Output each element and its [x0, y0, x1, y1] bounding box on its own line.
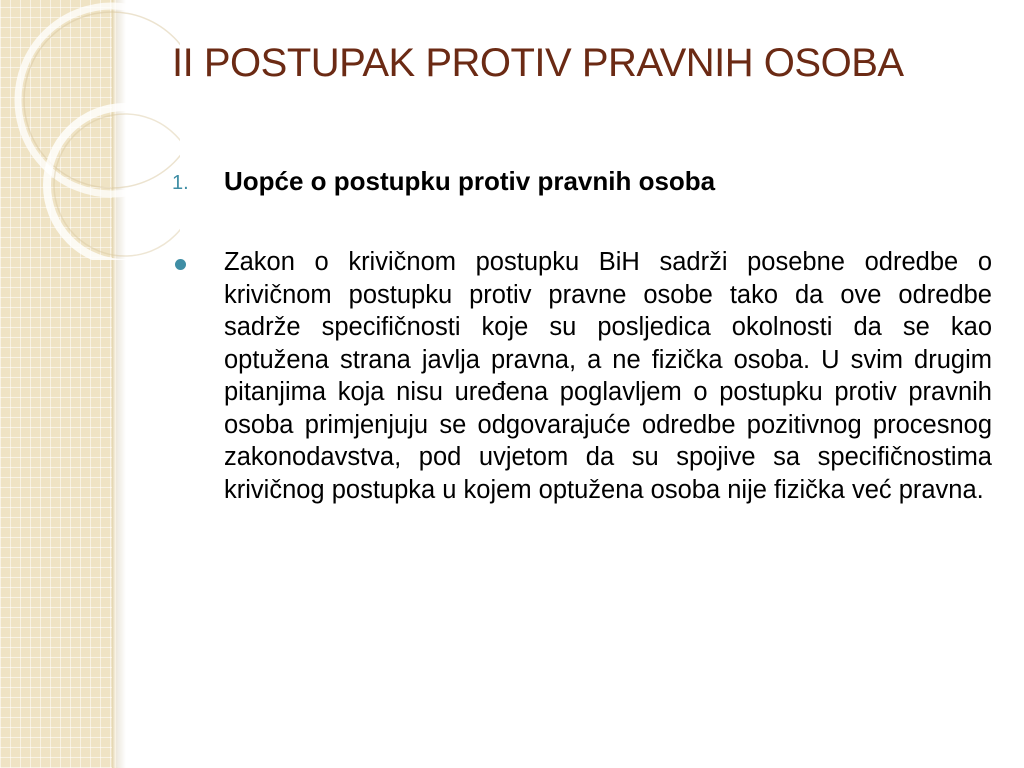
decorative-circles [0, 0, 180, 260]
list-number: 1. [172, 172, 189, 194]
decorative-ring-upper [18, 6, 180, 194]
slide-title: II POSTUPAK PROTIV PRAVNIH OSOBA [172, 41, 904, 85]
bullet-dot-icon [175, 259, 186, 270]
bullet-paragraph: Zakon o krivičnom postupku BiH sadrži posebne odredbe o krivičnom postupku protiv pravne osobe tako da ove odredbe sadrže specifičnosti koje su posljedica okolnosti da se kao optužena strana javlja pravna, a ne fizička osoba. U svim drugim pitanjima koja nisu uređena poglavljem o postupku protiv pravnih osoba primjenjuju se odgovarajuće odredbe pozitivnog procesnog zakonodavstva, pod uvjetom da su spojive sa specifičnostima krivičnog postupka u kojem optužena osoba nije fizička već pravna. [224, 248, 992, 504]
numbered-heading [172, 166, 992, 200]
section-heading: Uopće o postupku protiv pravnih osoba [224, 166, 716, 196]
bullet-item [172, 246, 992, 506]
